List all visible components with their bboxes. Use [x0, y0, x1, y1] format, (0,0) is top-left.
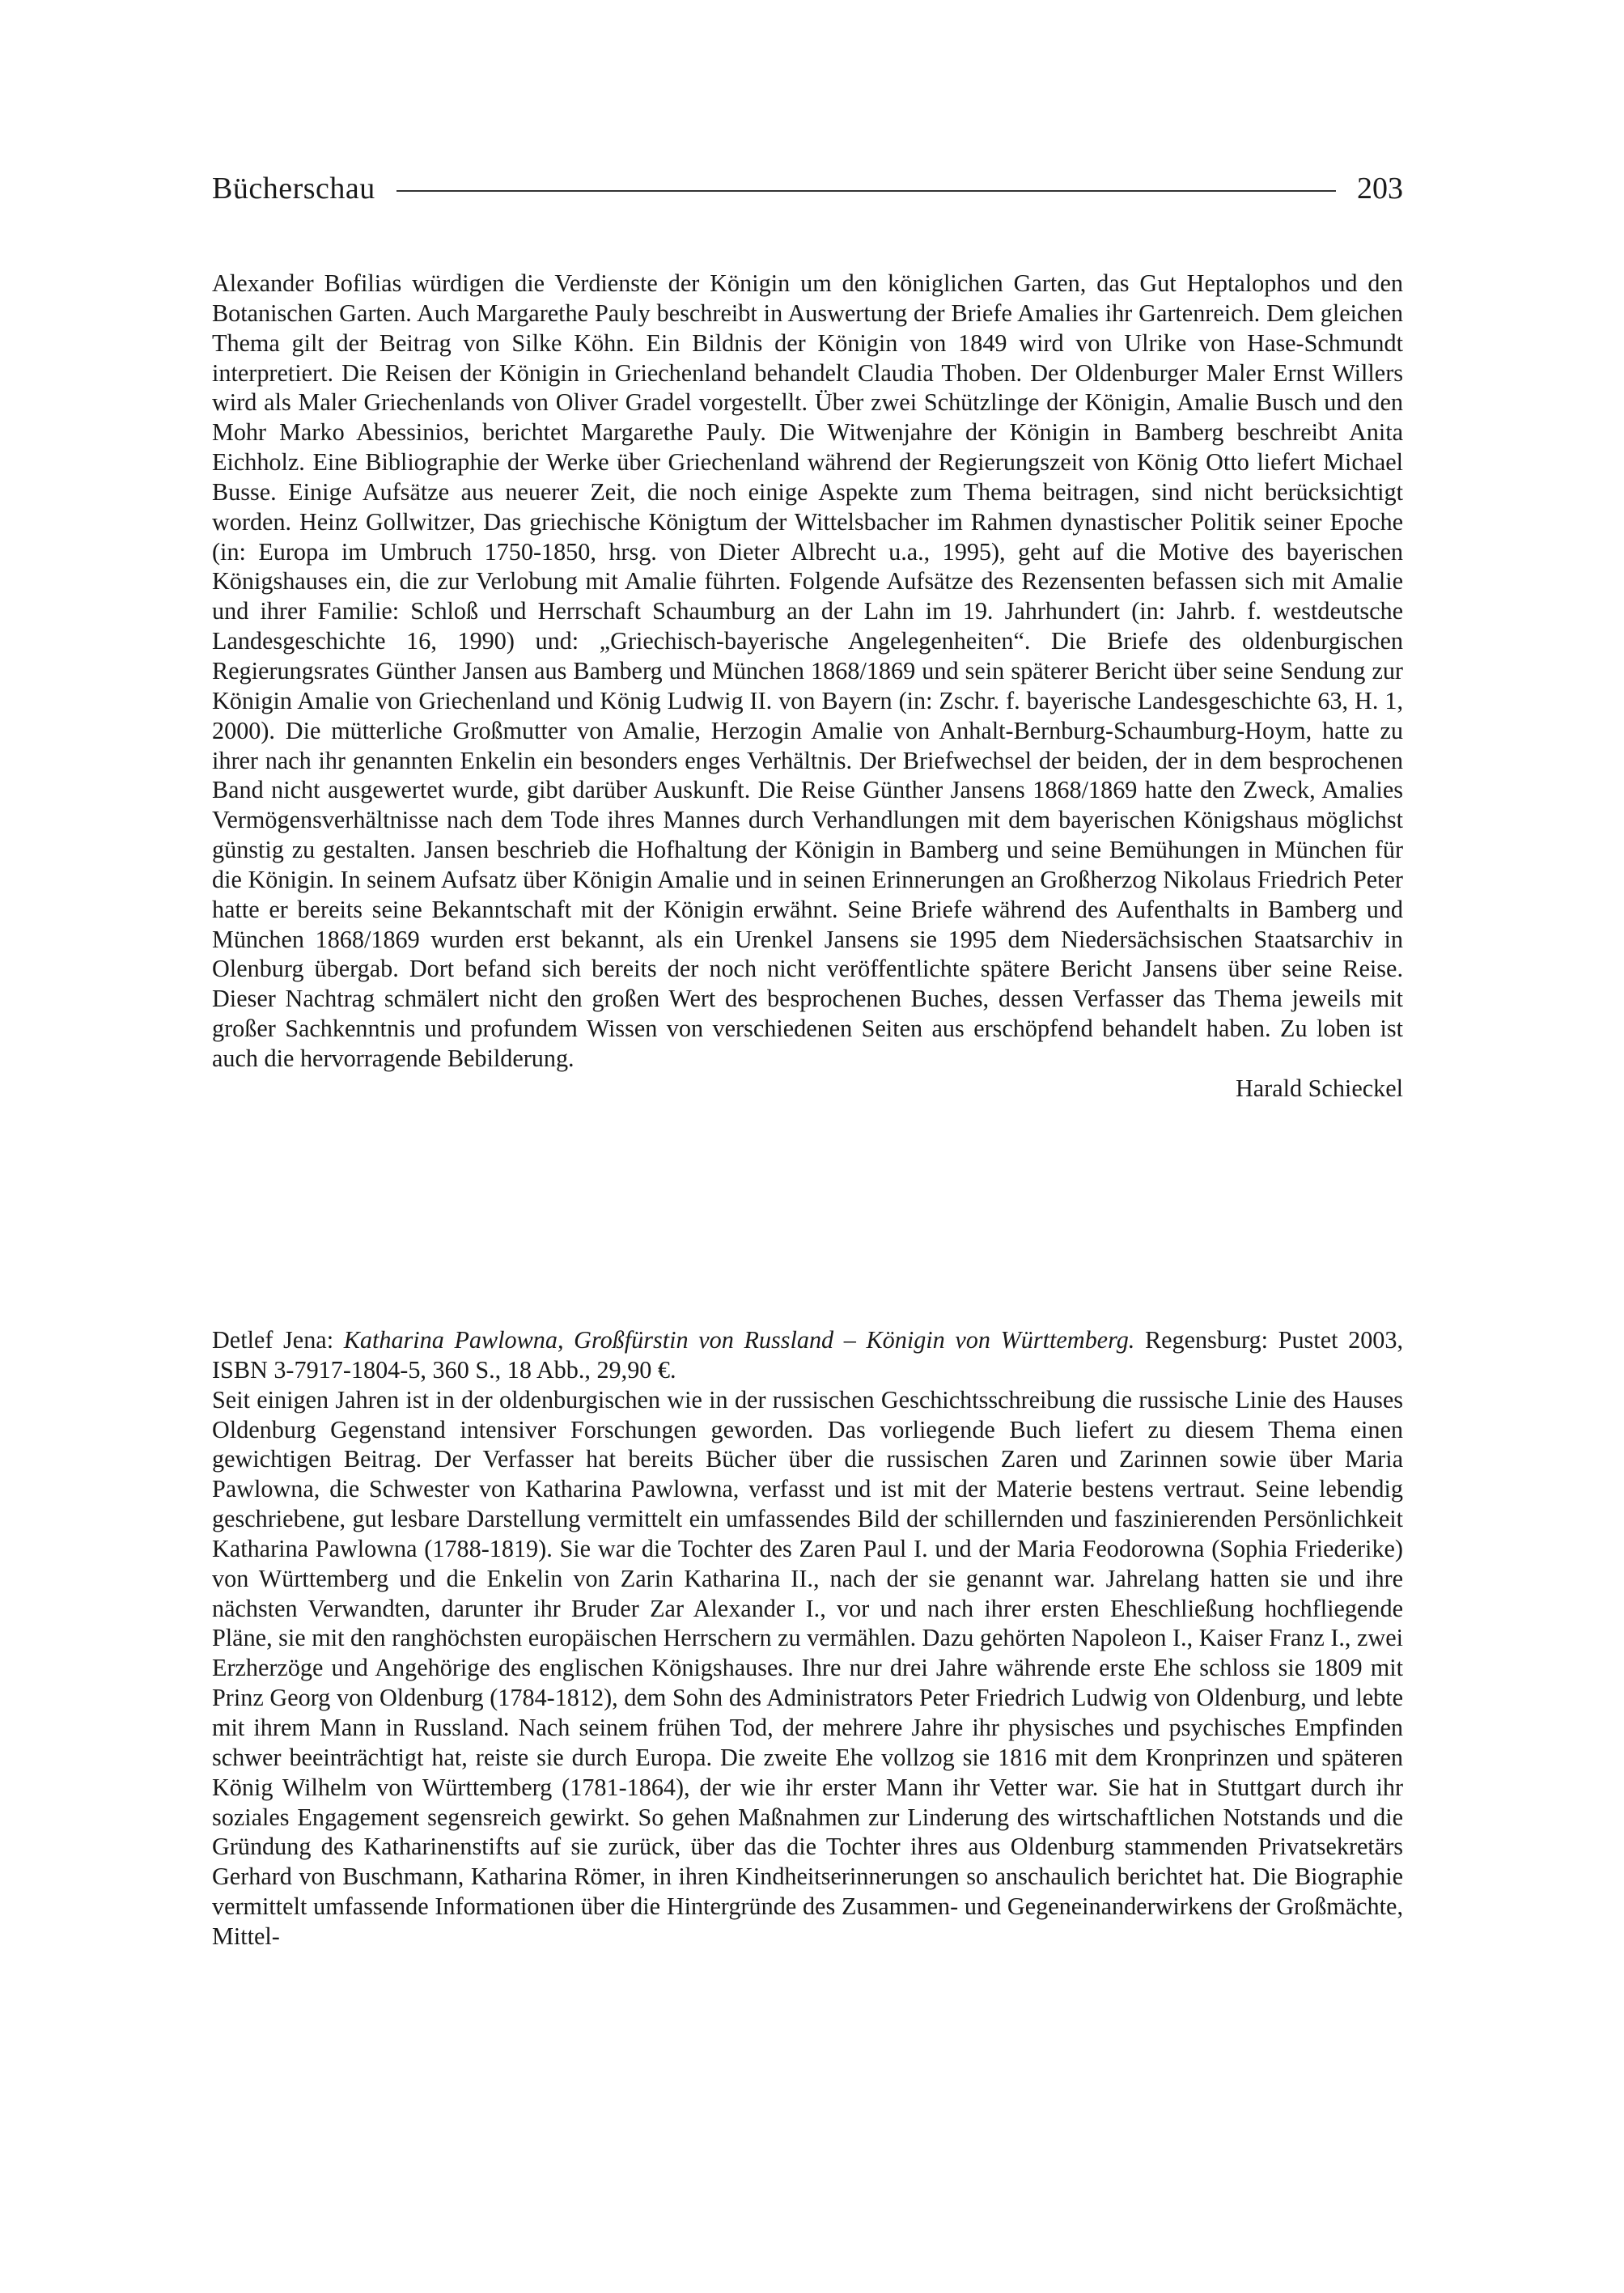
section-title: Bücherschau [212, 172, 375, 206]
citation-author: Detlef Jena: [212, 1326, 334, 1354]
page-number: 203 [1357, 172, 1403, 206]
review-1-text: Alexander Bofilias würdigen die Verdienste der Königin um den königlichen Garten, das Gut Heptalophos und den Botanischen Garten. Auch Margarethe Pauly beschreibt in Auswertung der Briefe Amalies ihr Gartenreich. Dem gleichen Thema gilt der Beitrag von Silke Köhn. Ein Bildnis der Königin von 1849 wird von Ulrike von Hase-Schmundt interpretiert. Die Reisen der Königin in Griechenland behandelt Claudia Thoben. Der Oldenburger Maler Ernst Willers wird als Maler Griechenlands von Oliver Gradel vorgestellt. Über zwei Schützlinge der Königin, Amalie Busch und den Mohr Marko Abessinios, berichtet Margarethe Pauly. Die Witwenjahre der Königin in Bamberg beschreibt Anita Eichholz. Eine Bibliographie der Werke über Griechenland während der Regierungszeit von König Otto liefert Michael Busse. Einige Aufsätze aus neuerer Zeit, die noch einige Aspekte zum Thema beitragen, sind nicht berücksichtigt worden. Heinz Gollwitzer, Das griechische Königtum der Wittelsbacher im Rahmen dynastischer Politik seiner Epoche (in: Europa im Umbruch 1750-1850, hrsg. von Dieter Albrecht u.a., 1995), geht auf die Motive des bayerischen Königshauses ein, die zur Verlobung mit Amalie führten. Folgende Aufsätze des Rezensenten befassen sich mit Amalie und ihrer Familie: Schloß und Herrschaft Schaumburg an der Lahn im 19. Jahrhundert (in: Jahrb. f. westdeutsche Landesgeschichte 16, 1990) und: „Griechisch-bayerische Angelegenheiten“. Die Briefe des oldenburgischen Regierungsrates Günther Jansen aus Bamberg und München 1868/1869 und sein späterer Bericht über seine Sendung zur Königin Amalie von Griechenland und König Ludwig II. von Bayern (in: Zschr. f. bayerische Landesgeschichte 63, H. 1, 2000). Die mütterliche Großmutter von Amalie, Herzogin Amalie von Anhalt-Bernburg-Schaumburg-Hoym, hatte zu ihrer nach ihr genannten Enkelin ein besonders enges Verhältnis. Der Briefwechsel der beiden, der in dem besprochenen Band nicht ausgewertet wurde, gibt darüber Auskunft. Die Reise Günther Jansens 1868/1869 hatte den Zweck, Amalies Vermögensverhältnisse nach dem Tode ihres Mannes durch Verhandlungen mit dem bayerischen Königshaus möglichst günstig zu gestalten. Jansen beschrieb die Hofhaltung der Königin in Bamberg und seine Bemühungen in München für die Königin. In seinem Aufsatz über Königin Amalie und in seinen Erinnerungen an Großherzog Nikolaus Friedrich Peter hatte er bereits seine Bekanntschaft mit der Königin erwähnt. Seine Briefe während des Aufenthalts in Bamberg und München 1868/1869 wurden erst bekannt, als ein Urenkel Jansens sie 1995 dem Niedersächsischen Staatsarchiv in Olenburg übergab. Dort befand sich bereits der noch nicht veröffentlichte spätere Bericht Jansens über seine Reise. Dieser Nachtrag schmälert nicht den großen Wert des besprochenen Buches, dessen Verfasser das Thema jeweils mit großer Sachkenntnis und profundem Wissen von verschiedenen Seiten aus erschöpfend behandelt haben. Zu loben ist auch die hervorragende Bebilderung. [212, 269, 1403, 1072]
citation-title: Katharina Pawlowna, Großfürstin von Russland – Königin von Württemberg. [343, 1326, 1135, 1354]
review-2 [212, 1325, 1403, 1952]
review-1-reviewer: Harald Schieckel [1235, 1074, 1403, 1102]
header-rule [396, 190, 1336, 192]
review-2-text: Seit einigen Jahren ist in der oldenburgischen wie in der russischen Geschichtsschreibung die russische Linie des Hauses Oldenburg Gegenstand intensiver Forschungen geworden. Das vorliegende Buch liefert zu diesem Thema einen gewichtigen Beitrag. Der Verfasser hat bereits Bücher über die russischen Zaren und Zarinnen sowie über Maria Pawlowna, die Schwester von Katharina Pawlowna, verfasst und ist mit der Materie bestens vertraut. Seine lebendig geschriebene, gut lesbare Darstellung vermittelt ein umfassendes Bild der schillernden und faszinierenden Persönlichkeit Katharina Pawlowna (1788-1819). Sie war die Tochter des Zaren Paul I. und der Maria Feodorowna (Sophia Friederike) von Württemberg und die Enkelin von Zarin Katharina II., nach der sie genannt war. Jahrelang hatten sie und ihre nächsten Verwandten, darunter ihr Bruder Zar Alexander I., vor und nach ihrer ersten Eheschließung hochfliegende Pläne, sie mit den ranghöchsten europäischen Herrschern zu vermählen. Dazu gehörten Napoleon I., Kaiser Franz I., zwei Erzherzöge und Angehörige des englischen Königshauses. Ihre nur drei Jahre währende erste Ehe schloss sie 1809 mit Prinz Georg von Oldenburg (1784-1812), dem Sohn des Administrators Peter Friedrich Ludwig von Oldenburg, und lebte mit ihrem Mann in Russland. Nach seinem frühen Tod, der mehrere Jahre ihr physisches und psychisches Empfinden schwer beeinträchtigt hat, reiste sie durch Europa. Die zweite Ehe vollzog sie 1816 mit dem Kronprinzen und späteren König Wilhelm von Württemberg (1781-1864), der wie ihr erster Mann ihr Vetter war. Sie hat in Stuttgart durch ihr soziales Engagement segensreich gewirkt. So gehen Maßnahmen zur Linderung des wirtschaftlichen Notstands und die Gründung des Katharinenstifts auf sie zurück, über das die Tochter ihres aus Oldenburg stammenden Privatsekretärs Gerhard von Buschmann, Katharina Römer, in ihren Kindheitserinnerungen so anschaulich berichtet hat. Die Biographie vermittelt umfassende Informationen über die Hintergründe des Zusammen- und Gegeneinanderwirkens der Großmächte, Mittel- [212, 1385, 1403, 1950]
running-header [212, 168, 1403, 209]
review-2-citation [212, 1325, 1403, 1385]
review-1 [212, 269, 1403, 1104]
citation-publication: Regensburg: Pustet 2003, ISBN 3-7917-1804-5, 360 S., 18 Abb., 29,90 €. [212, 1326, 1404, 1384]
